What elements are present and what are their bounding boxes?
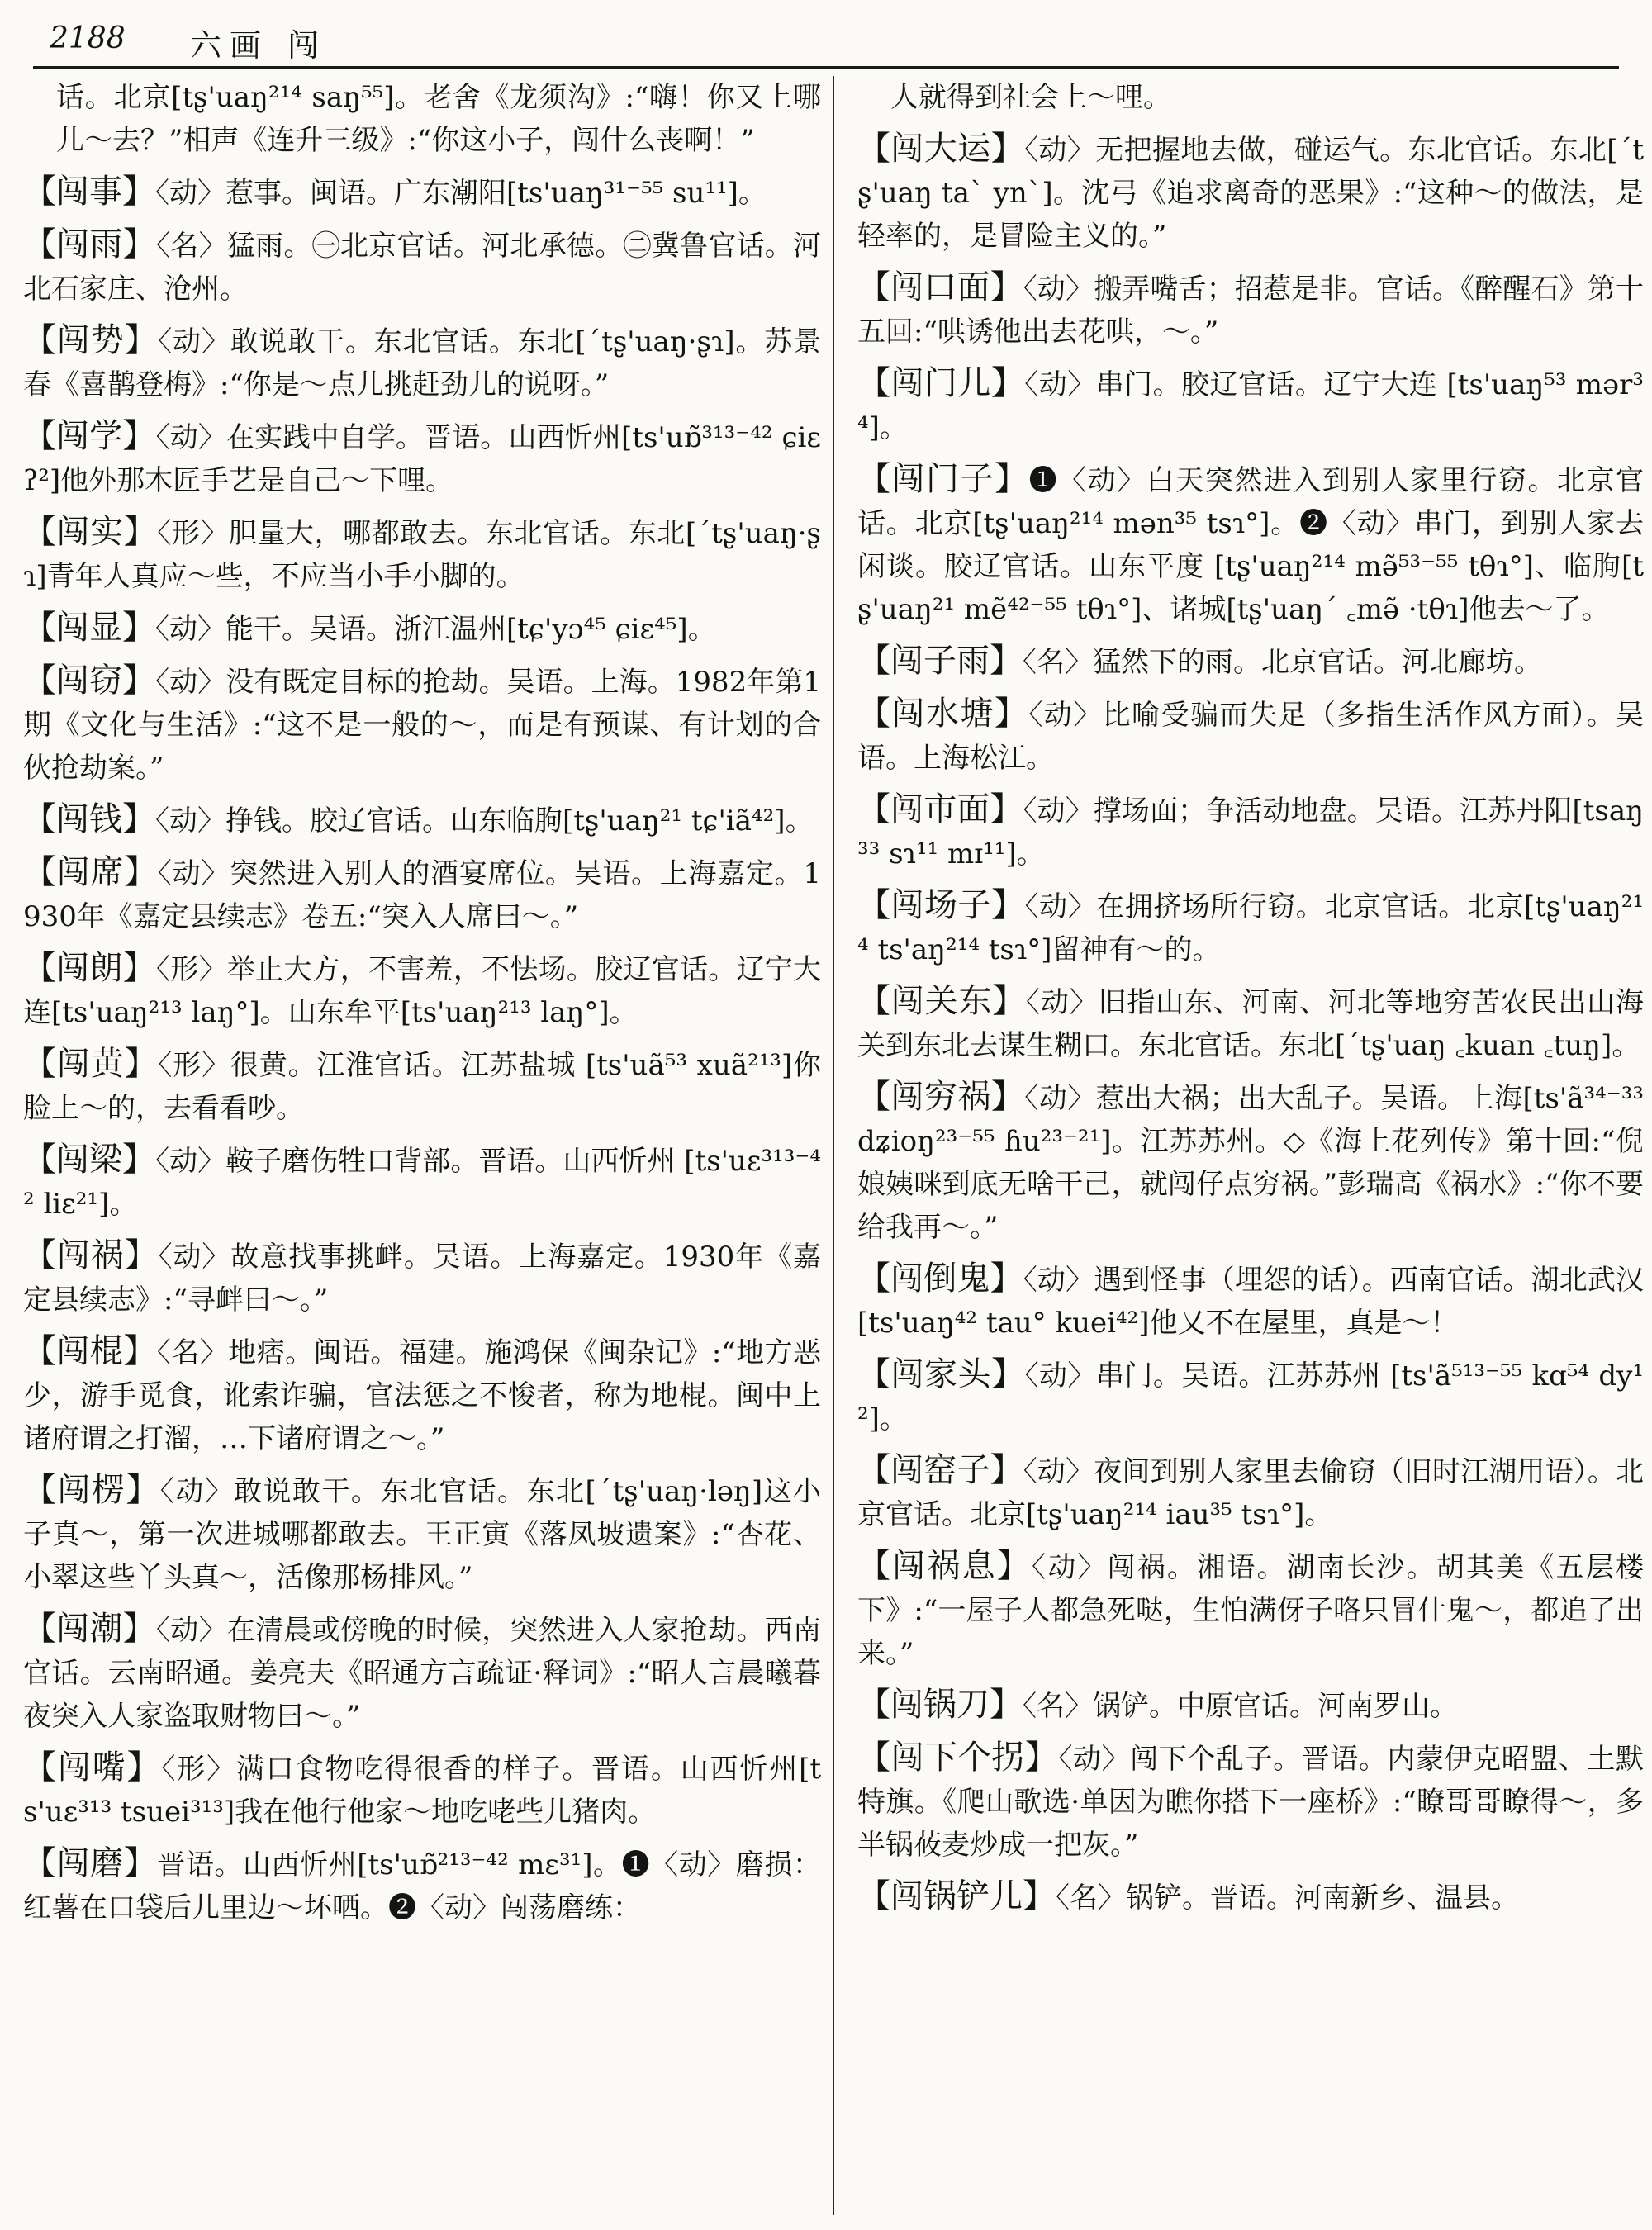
entry-headword: 【闯磨】 xyxy=(23,1844,158,1882)
entry-headword: 【闯窃】 xyxy=(23,662,156,700)
entry-text: ❶〈动〉白天突然进入到别人家里行窃。北京官话。北京[tʂ'uaŋ²¹⁴ mən³⁵ tsɿ°]。❷〈动〉串门，到别人家去闲谈。胶辽官话。山东平度 [tʂ'uaŋ²¹⁴ mə̃⁵³⁻⁵⁵ tθɿ°]、临朐[tʂ'uaŋ²¹ mẽ⁴²⁻⁵⁵ tθɿ°]、诸城[tʂ'uaŋˊ ꜀mə̃ ·tθɿ]他去～了。 xyxy=(857,464,1644,626)
entry-text: 〈动〉能干。吴语。浙江温州[tɕ'yɔ⁴⁵ ɕiɛ⁴⁵]。 xyxy=(155,613,716,646)
dictionary-entry xyxy=(857,884,1644,971)
entry-continuation xyxy=(23,76,821,162)
dictionary-entry xyxy=(857,1544,1644,1675)
entry-headword: 【闯潮】 xyxy=(23,1610,157,1648)
entry-text: 〈动〉撑场面；争活动地盘。吴语。江苏丹阳[tsaŋ³³ sɿ¹¹ mɪ¹¹]。 xyxy=(857,795,1644,871)
entry-text: 〈动〉敢说敢干。东北官话。东北[ˊtʂ'uaŋ·ʂɿ]。苏景春《喜鹊登梅》:“你是～点儿挑赶劲儿的说呀。” xyxy=(23,325,821,401)
dictionary-entry xyxy=(857,1075,1644,1249)
dictionary-entry xyxy=(857,1449,1644,1536)
entry-headword: 【闯倒鬼】 xyxy=(857,1260,1023,1298)
dictionary-entry xyxy=(23,1138,821,1226)
entry-text: 〈动〉鞍子磨伤牲口背部。晋语。山西忻州 [ts'uɛ³¹³⁻⁴² liɛ²¹]。 xyxy=(23,1145,821,1221)
entry-headword: 【闯梁】 xyxy=(23,1141,156,1179)
entry-headword: 【闯事】 xyxy=(23,173,155,211)
entry-headword: 【闯席】 xyxy=(23,853,158,891)
entry-text: 〈动〉搬弄嘴舌；招惹是非。官话。《醉醒石》第十五回:“哄诱他出去花哄，～。” xyxy=(857,273,1644,349)
dictionary-entry xyxy=(23,1330,821,1460)
entry-text: 〈名〉猛然下的雨。北京官话。河北廊坊。 xyxy=(1023,646,1542,679)
entry-text: 〈动〉串门。吴语。江苏苏州 [ts'ã⁵¹³⁻⁵⁵ kɑ⁵⁴ dy¹²]。 xyxy=(857,1359,1644,1435)
entry-headword: 【闯锅铲儿】 xyxy=(857,1877,1056,1915)
dictionary-entry xyxy=(23,1468,821,1599)
dictionary-entry xyxy=(23,947,821,1034)
entry-text: 〈动〉敢说敢干。东北官话。东北[ˊtʂ'uaŋ·ləŋ]这小子真～，第一次进城哪都敢去。王正寅《落凤坡遗案》:“杏花、小翠这些丫头真～，活像那杨排风。” xyxy=(23,1475,821,1594)
entry-headword: 【闯大运】 xyxy=(857,130,1024,168)
right-column xyxy=(857,76,1644,2215)
dictionary-entry xyxy=(23,1234,821,1321)
column-divider xyxy=(833,76,834,2215)
entry-headword: 【闯口面】 xyxy=(857,268,1023,306)
entry-headword: 【闯穷祸】 xyxy=(857,1078,1025,1116)
entry-headword: 【闯棍】 xyxy=(23,1332,157,1370)
entry-headword: 【闯门子】 xyxy=(857,460,1029,498)
entry-headword: 【闯门儿】 xyxy=(857,364,1025,402)
entry-headword: 【闯楞】 xyxy=(23,1471,160,1509)
entry-text: 〈动〉挣钱。胶辽官话。山东临朐[tʂ'uaŋ²¹ tɕ'iã⁴²]。 xyxy=(155,804,814,837)
entry-text: 〈动〉在拥挤场所行窃。北京官话。北京[tʂ'uaŋ²¹⁴ ts'aŋ²¹⁴ tsɿ°]留神有～的。 xyxy=(857,890,1644,966)
left-column xyxy=(23,76,821,2215)
entry-headword: 【闯窑子】 xyxy=(857,1451,1023,1489)
dictionary-entry xyxy=(23,1042,821,1130)
dictionary-entry xyxy=(857,639,1644,684)
entry-text: 〈动〉在实践中自学。晋语。山西忻州[ts'uɒ̃³¹³⁻⁴² ɕiɛʔ²]他外那木匠手艺是自己～下哩。 xyxy=(23,421,821,497)
entry-headword: 【闯场子】 xyxy=(857,886,1025,924)
dictionary-entry xyxy=(857,980,1644,1067)
entry-text: 〈动〉在清晨或傍晚的时候，突然进入人家抢劫。西南官话。云南昭通。姜亮夫《昭通方言疏证·释词》:“昭人言晨曦暮夜突入人家盗取财物曰～。” xyxy=(23,1614,821,1733)
dictionary-entry xyxy=(857,1875,1644,1919)
dictionary-entry xyxy=(857,362,1644,449)
dictionary-entry xyxy=(857,458,1644,631)
entry-headword: 【闯市面】 xyxy=(857,790,1023,828)
dictionary-entry xyxy=(857,1257,1644,1345)
dictionary-entry xyxy=(23,798,821,842)
entry-headword: 【闯子雨】 xyxy=(857,642,1023,680)
dictionary-entry xyxy=(857,692,1644,780)
entry-text: 〈动〉旧指山东、河南、河北等地穷苦农民出山海关到东北去谋生糊口。东北官话。东北[ˊtʂ'uaŋ ꜀kuan ꜀tuŋ]。 xyxy=(857,986,1644,1062)
entry-headword: 【闯显】 xyxy=(23,609,155,647)
entry-headword: 【闯祸息】 xyxy=(857,1547,1032,1585)
entry-headword: 【闯钱】 xyxy=(23,800,155,838)
entry-text: 〈动〉遇到怪事（埋怨的话）。西南官话。湖北武汉[ts'uaŋ⁴² tau° kuei⁴²]他又不在屋里，真是～！ xyxy=(857,1264,1644,1340)
entry-text: 晋语。山西忻州[ts'uɒ̃²¹³⁻⁴² mɛ³¹]。❶〈动〉磨损：红薯在口袋后儿里边～坏哂。❷〈动〉闯荡磨练： xyxy=(23,1848,821,1924)
page-header xyxy=(33,18,1619,69)
dictionary-entry xyxy=(23,659,821,790)
entry-text: 〈形〉满口食物吃得很香的样子。晋语。山西忻州[ts'uɛ³¹³ tsuei³¹³]我在他行他家～地吃咾些儿猪肉。 xyxy=(23,1753,821,1829)
section-heading: 六画 闯 xyxy=(190,27,328,64)
dictionary-entry xyxy=(23,606,821,651)
entry-text: 〈动〉突然进入别人的酒宴席位。吴语。上海嘉定。1930年《嘉定县续志》卷五:“突入人席曰～。” xyxy=(23,857,821,933)
entry-text: 〈形〉很黄。江淮官话。江苏盐城 [ts'uã⁵³ xuã²¹³]你脸上～的，去看看吵。 xyxy=(23,1049,821,1125)
dictionary-entry xyxy=(23,1607,821,1738)
entry-continuation xyxy=(857,76,1644,119)
entry-headword: 【闯势】 xyxy=(23,321,159,359)
entry-text: 〈形〉举止大方，不害羞，不怯场。胶辽官话。辽宁大连[ts'uaŋ²¹³ laŋ°]。山东牟平[ts'uaŋ²¹³ laŋ°]。 xyxy=(23,953,821,1029)
dictionary-entry xyxy=(857,1683,1644,1728)
entry-headword: 【闯实】 xyxy=(23,513,158,551)
entry-text: 〈名〉猛雨。㊀北京官话。河北承德。㊁冀鲁官话。河北石家庄、沧州。 xyxy=(23,230,821,306)
dictionary-entry xyxy=(23,510,821,598)
entry-text: 话。北京[tʂ'uaŋ²¹⁴ saŋ⁵⁵]。老舍《龙须沟》:“嗨！你又上哪儿～去？”相声《连升三级》:“你这小子，闯什么丧啊！” xyxy=(56,81,821,157)
dictionary-entry xyxy=(857,127,1644,258)
dictionary-entry xyxy=(857,788,1644,875)
entry-headword: 【闯雨】 xyxy=(23,225,157,263)
entry-text: 〈动〉故意找事挑衅。吴语。上海嘉定。1930年《嘉定县续志》:“寻衅曰～。” xyxy=(23,1241,821,1317)
entry-text: 〈形〉胆量大，哪都敢去。东北官话。东北[ˊtʂ'uaŋ·ʂɿ]青年人真应～些，不应当小手小脚的。 xyxy=(23,517,821,593)
dictionary-entry xyxy=(23,1746,821,1834)
dictionary-entry xyxy=(857,1353,1644,1440)
entry-headword: 【闯关东】 xyxy=(857,982,1027,1020)
entry-text: 〈动〉惹出大祸；出大乱子。吴语。上海[ts'ã³⁴⁻³³ dʑioŋ²³⁻⁵⁵ ɦu²³⁻²¹]。江苏苏州。◇《海上花列传》第十回:“倪娘姨咪到底无啥干己，就闯仔点穷祸。”彭瑞高《祸水》:“你不要给我再～。” xyxy=(857,1082,1644,1244)
entry-headword: 【闯祸】 xyxy=(23,1236,159,1274)
dictionary-entry xyxy=(857,266,1644,353)
entry-text: 〈动〉串门。胶辽官话。辽宁大连 [ts'uaŋ⁵³ mər³⁴]。 xyxy=(857,368,1644,444)
entry-headword: 【闯下个拐】 xyxy=(857,1739,1059,1777)
entry-text: 〈动〉闯下个乱子。晋语。内蒙伊克昭盟、土默特旗。《爬山歌选·单因为瞧你搭下一座桥》:“瞭哥哥瞭得～，多半锅莜麦炒成一把灰。” xyxy=(857,1743,1644,1862)
entry-text: 〈名〉锅铲。晋语。河南新乡、温县。 xyxy=(1056,1881,1519,1914)
entry-text: 〈动〉无把握地去做，碰运气。东北官话。东北[ˊtʂ'uaŋ taˋ ynˋ]。沈弓《追求离奇的恶果》:“这种～的做法，是轻率的，是冒险主义的。” xyxy=(857,134,1644,253)
dictionary-entry xyxy=(23,851,821,938)
entry-text: 〈名〉地痞。闽语。福建。施鸿保《闽杂记》:“地方恶少，游手觅食，讹索诈骗，官法惩之不悛者，称为地棍。闽中上诸府谓之打溜，…下诸府谓之～。” xyxy=(23,1336,821,1455)
entry-headword: 【闯锅刀】 xyxy=(857,1686,1023,1724)
entry-text: 〈动〉惹事。闽语。广东潮阳[ts'uaŋ³¹⁻⁵⁵ su¹¹]。 xyxy=(155,177,767,210)
entry-headword: 【闯家头】 xyxy=(857,1355,1025,1393)
dictionary-entry xyxy=(857,1736,1644,1867)
entry-text: 〈动〉没有既定目标的抢劫。吴语。上海。1982年第1期《文化与生活》:“这不是一般的～，而是有预谋、有计划的合伙抢劫案。” xyxy=(23,666,821,785)
entry-headword: 【闯水塘】 xyxy=(857,695,1029,733)
dictionary-entry xyxy=(23,170,821,215)
entry-text: 〈名〉锅铲。中原官话。河南罗山。 xyxy=(1023,1690,1458,1723)
entry-text: 〈动〉比喻受骗而失足（多指生活作风方面）。吴语。上海松江。 xyxy=(857,699,1644,775)
entry-headword: 【闯嘴】 xyxy=(23,1748,162,1786)
entry-text: 人就得到社会上～哩。 xyxy=(890,81,1171,114)
dictionary-entry xyxy=(23,223,821,311)
entry-text: 〈动〉夜间到别人家里去偷窃（旧时江湖用语）。北京官话。北京[tʂ'uaŋ²¹⁴ iau³⁵ tsɿ°]。 xyxy=(857,1455,1644,1531)
dictionary-entry xyxy=(23,319,821,406)
dictionary-entry xyxy=(23,1842,821,1929)
dictionary-entry xyxy=(23,415,821,502)
entry-headword: 【闯朗】 xyxy=(23,949,157,987)
entry-text: 〈动〉闯祸。湘语。湖南长沙。胡其美《五层楼下》:“一屋子人都急死哒，生怕满伢子咯只冒什鬼～，都追了出来。” xyxy=(857,1551,1644,1670)
entry-headword: 【闯学】 xyxy=(23,417,156,455)
page-number: 2188 xyxy=(50,21,126,55)
entry-headword: 【闯黄】 xyxy=(23,1045,159,1083)
